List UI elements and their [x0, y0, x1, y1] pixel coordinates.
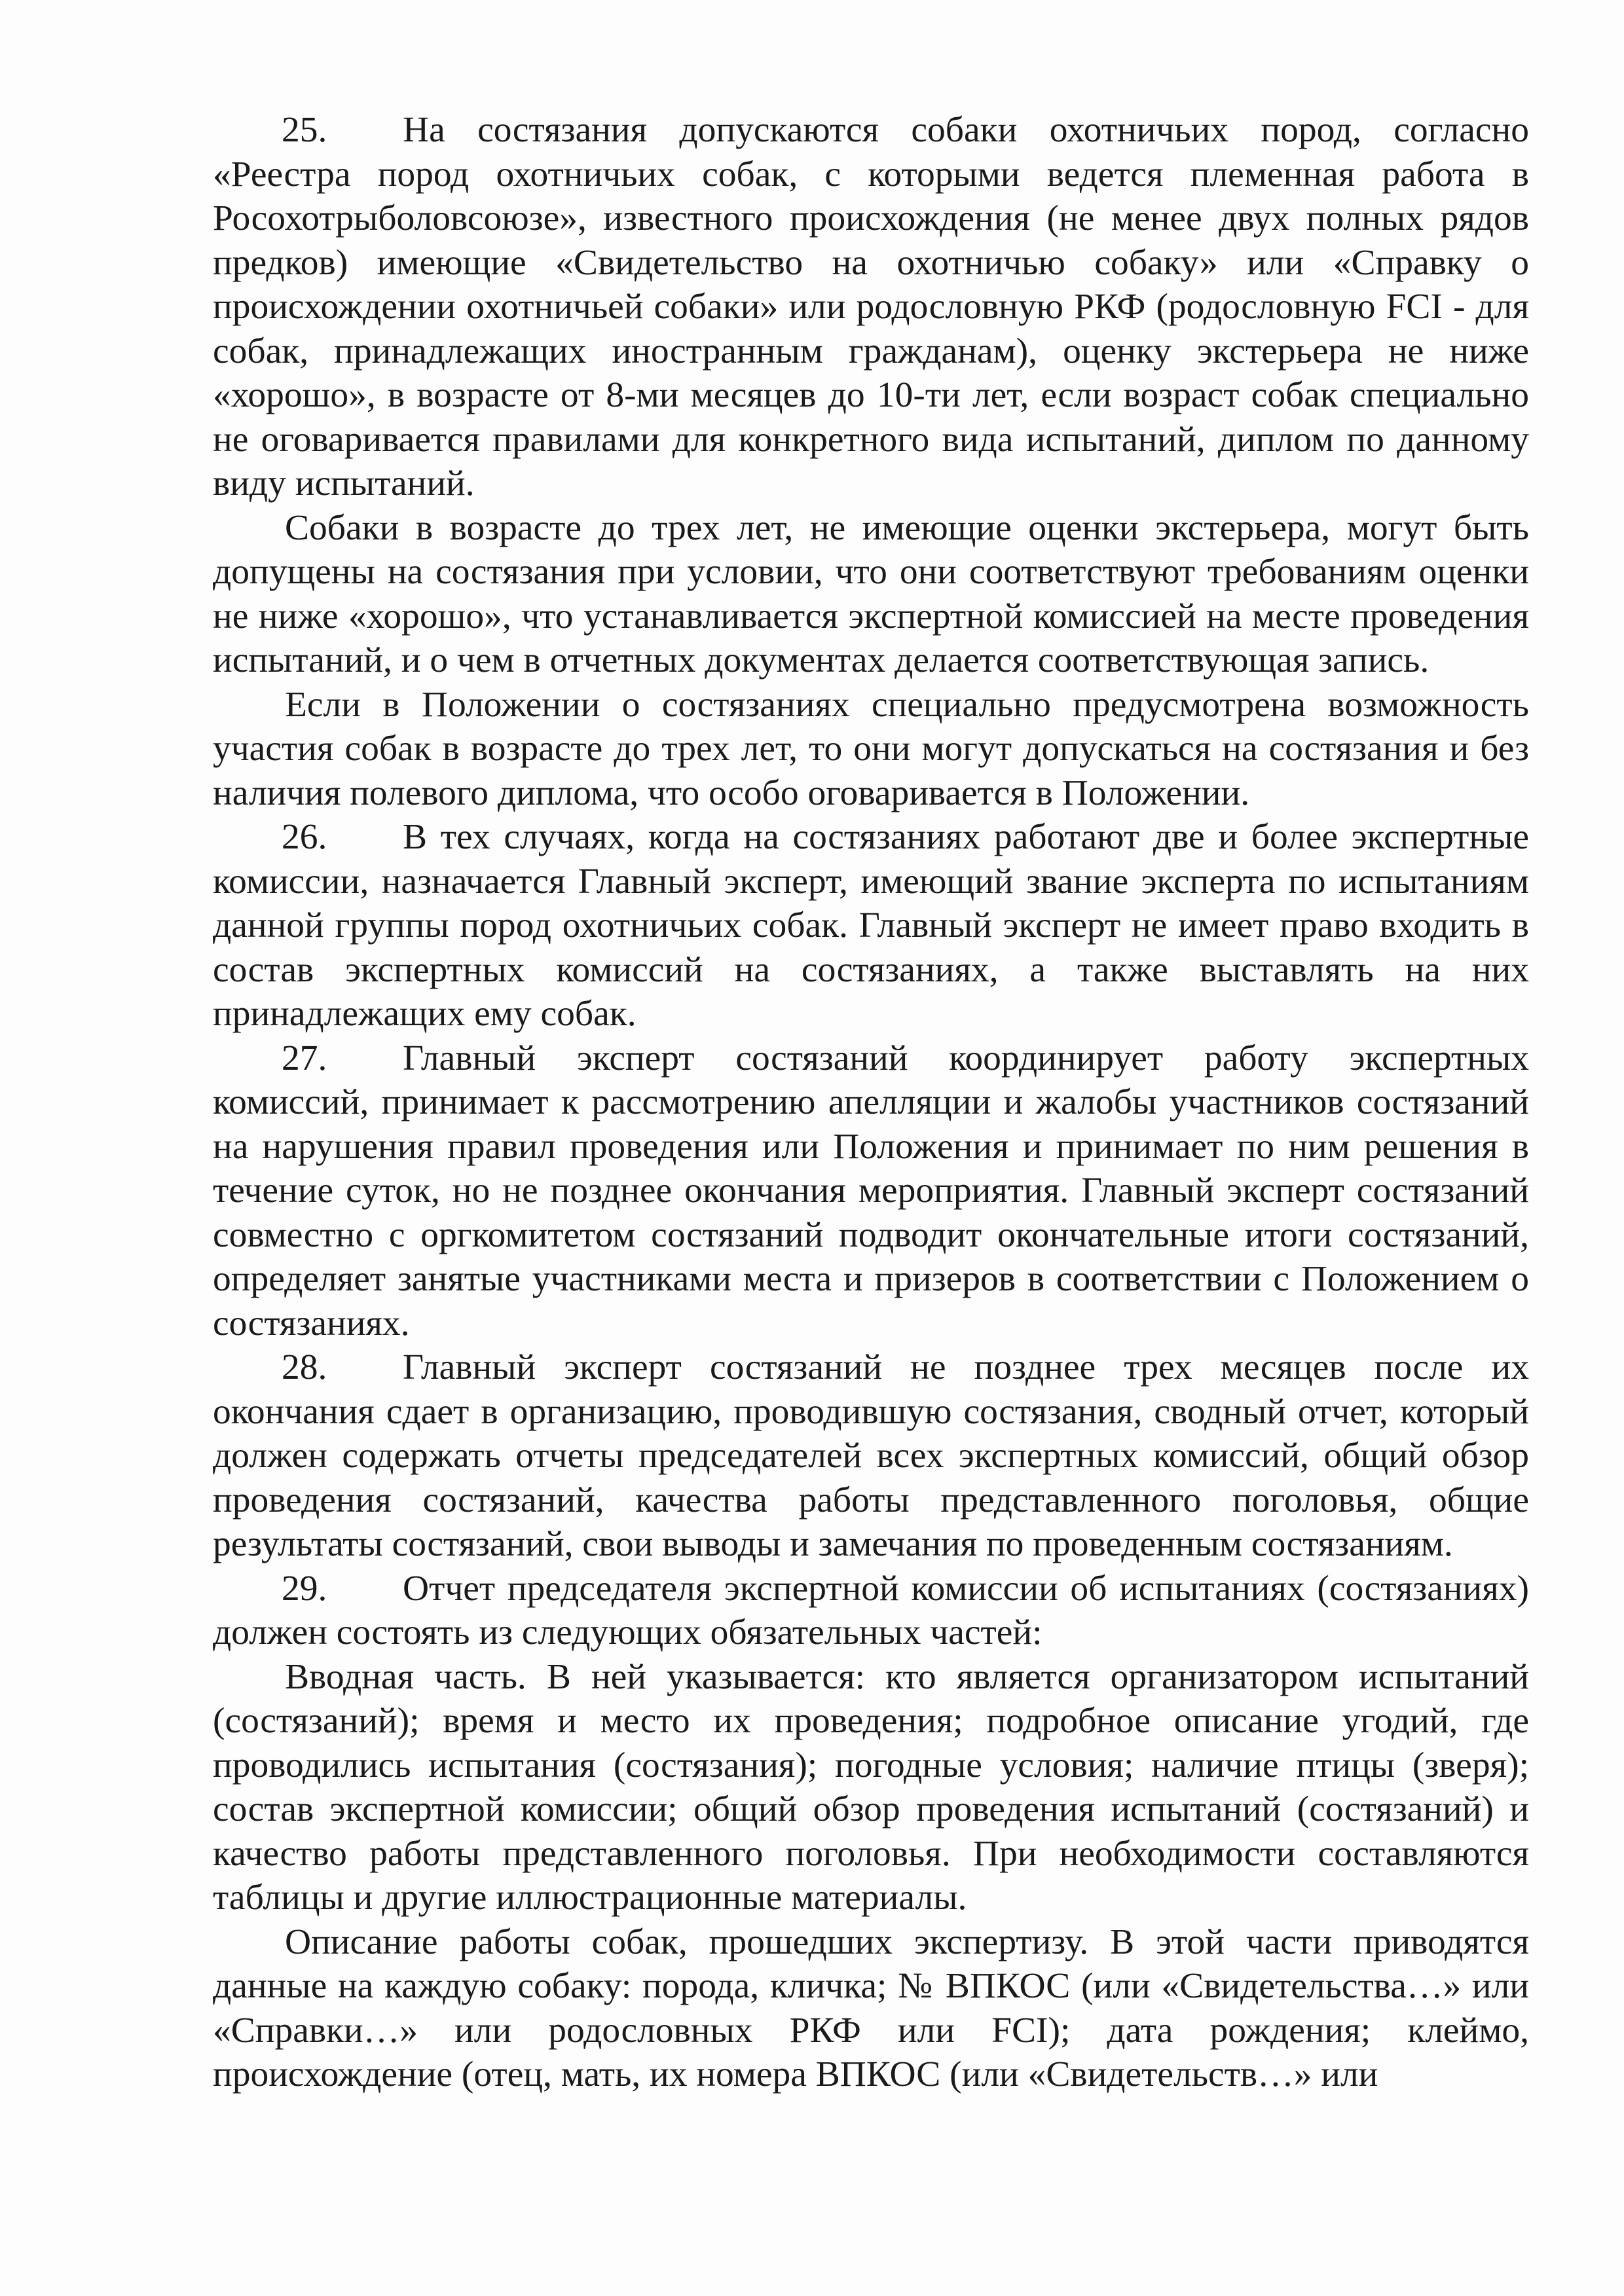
paragraph-number: 29. — [282, 1568, 327, 1609]
paragraph-text: Вводная часть. В ней указывается: кто является организатором испытаний (состязаний); время и место их проведения; подробное описание угодий, где проводились испытания (состязания); погодные условия; наличие птицы (зверя); состав экспертной комиссии; общий обзор проведения испытаний (состязаний) и качество работы представленного поголовья. При необходимости составляются таблицы и другие иллюстрационные материалы. — [213, 1656, 1529, 1918]
paragraph-text: Главный эксперт состязаний не позднее трех месяцев после их окончания сдает в организацию, проводившую состязания, сводный отчет, который должен содержать отчеты председателей всех экспертных комиссий, общий обзор проведения состязаний, качества работы представленного поголовья, общие результаты состязаний, свои выводы и замечания по проведенным состязаниям. — [213, 1347, 1529, 1564]
document-body — [213, 108, 1529, 2097]
paragraph-text: Главный эксперт состязаний координирует работу экспертных комиссий, принимает к рассмотрению апелляции и жалобы участников состязаний на нарушения правил проведения или Положения и принимает по ним решения в течение суток, но не позднее окончания мероприятия. Главный эксперт состязаний совместно с оргкомитетом состязаний подводит окончательные итоги состязаний, определяет занятые участниками места и призеров в соответствии с Положением о состязаниях. — [213, 1038, 1529, 1343]
paragraph-text: В тех случаях, когда на состязаниях работают две и более экспертные комиссии, назначается Главный эксперт, имеющий звание эксперта по испытаниям данной группы пород охотничьих собак. Главный эксперт не имеет право входить в состав экспертных комиссий на состязаниях, а также выставлять на них принадлежащих ему собак. — [213, 817, 1529, 1034]
paragraph-young-dogs — [213, 506, 1529, 683]
paragraph-text: Собаки в возрасте до трех лет, не имеющие оценки экстерьера, могут быть допущены на состязания при условии, что они соответствуют требованиям оценки не ниже «хорошо», что устанавливается экспертной комиссией на месте проведения испытаний, и о чем в отчетных документах делается соответствующая запись. — [213, 507, 1529, 680]
paragraph-text: Описание работы собак, прошедших экспертизу. В этой части приводятся данные на каждую собаку: порода, кличка; № ВПКОС (или «Свидетельства…» или «Справки…» или родословных РКФ или FCI); дата рождения; клеймо, происхождение (отец, мать, их номера ВПКОС (или «Свидетельств…» или — [213, 1922, 1529, 2094]
paragraph-number: 26. — [282, 817, 327, 857]
paragraph-27 — [213, 1036, 1529, 1346]
paragraph-28 — [213, 1345, 1529, 1567]
paragraph-25 — [213, 108, 1529, 506]
paragraph-26 — [213, 815, 1529, 1036]
paragraph-text: Если в Положении о состязаниях специально предусмотрена возможность участия собак в возрасте до трех лет, то они могут допускаться на состязания и без наличия полевого диплома, что особо оговаривается в Положении. — [213, 684, 1529, 813]
paragraph-regulation-exception — [213, 683, 1529, 816]
paragraph-text: На состязания допускаются собаки охотничьих пород, согласно «Реестра пород охотничьих собак, с которыми ведется племенная работа в Росохотрыболовсоюзе», известного происхождения (не менее двух полных рядов предков) имеющие «Свидетельство на охотничью собаку» или «Справку о происхождении охотничьей собаки» или родословную РКФ (родословную FCI - для собак, принадлежащих иностранным гражданам), оценку экстерьера не ниже «хорошо», в возрасте от 8-ми месяцев до 10-ти лет, если возраст собак специально не оговаривается правилами для конкретного вида испытаний, диплом по данному виду испытаний. — [213, 110, 1529, 503]
paragraph-number: 28. — [282, 1347, 327, 1387]
paragraph-text: Отчет председателя экспертной комиссии об испытаниях (состязаниях) должен состоять из следующих обязательных частей: — [213, 1568, 1529, 1652]
paragraph-29 — [213, 1567, 1529, 1655]
paragraph-number: 25. — [282, 110, 327, 150]
paragraph-number: 27. — [282, 1038, 327, 1078]
paragraph-dog-description-part — [213, 1920, 1529, 2097]
paragraph-introduction-part — [213, 1655, 1529, 1920]
